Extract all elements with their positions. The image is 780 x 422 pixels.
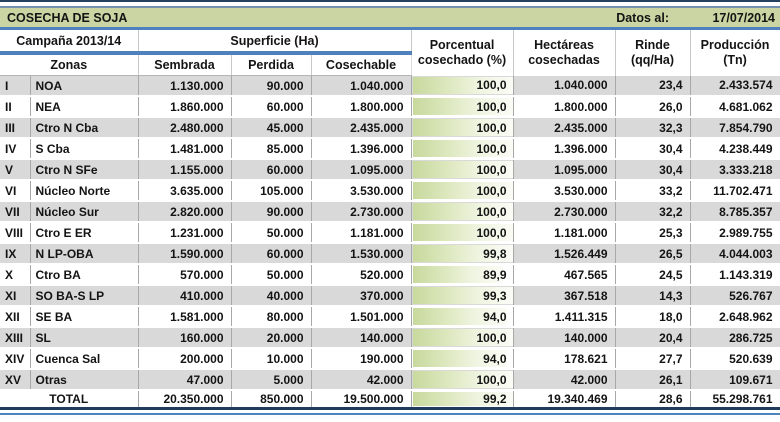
cell-rinde: 26,5 xyxy=(615,243,690,264)
header-perdida: Perdida xyxy=(231,53,311,76)
table-row xyxy=(0,222,780,243)
cell-cosechable: 1.800.000 xyxy=(311,96,411,117)
cell-pct xyxy=(411,96,513,117)
cell-hectareas: 1.040.000 xyxy=(513,76,615,97)
zone-name: Ctro N Cba xyxy=(30,117,138,138)
header-cosechable: Cosechable xyxy=(311,53,411,76)
cell-cosechable: 190.000 xyxy=(311,348,411,369)
total-produccion: 55.298.761 xyxy=(690,390,780,407)
zone-roman: IX xyxy=(0,243,30,264)
cell-rinde: 14,3 xyxy=(615,285,690,306)
pct-value: 99,8 xyxy=(483,246,507,261)
header-porcentual-line1: Porcentual xyxy=(429,37,495,52)
datos-al-label: Datos al: xyxy=(616,10,669,25)
cell-sembrada: 1.590.000 xyxy=(138,243,231,264)
table-header xyxy=(0,30,780,76)
cell-pct xyxy=(411,306,513,327)
cell-hectareas: 42.000 xyxy=(513,369,615,390)
zone-roman: VI xyxy=(0,180,30,201)
cell-produccion: 2.989.755 xyxy=(690,222,780,243)
cell-hectareas: 1.526.449 xyxy=(513,243,615,264)
table-row xyxy=(0,285,780,306)
cell-cosechable: 520.000 xyxy=(311,264,411,285)
zone-name: Cuenca Sal xyxy=(30,348,138,369)
header-rinde xyxy=(615,30,690,76)
cell-sembrada: 2.480.000 xyxy=(138,117,231,138)
zone-name: Núcleo Sur xyxy=(30,201,138,222)
header-superficie: Superficie (Ha) xyxy=(138,30,411,53)
cell-rinde: 18,0 xyxy=(615,306,690,327)
cell-pct xyxy=(411,285,513,306)
table-row xyxy=(0,306,780,327)
cell-produccion: 4.238.449 xyxy=(690,138,780,159)
cell-pct xyxy=(411,243,513,264)
cell-produccion: 3.333.218 xyxy=(690,159,780,180)
cell-produccion: 4.044.003 xyxy=(690,243,780,264)
pct-value: 100,0 xyxy=(476,162,507,177)
cell-perdida: 90.000 xyxy=(231,201,311,222)
cell-sembrada: 1.860.000 xyxy=(138,96,231,117)
cell-produccion: 2.433.574 xyxy=(690,76,780,97)
total-perdida: 850.000 xyxy=(231,390,311,407)
cell-perdida: 45.000 xyxy=(231,117,311,138)
cell-sembrada: 1.231.000 xyxy=(138,222,231,243)
total-label: TOTAL xyxy=(0,390,138,407)
total-rinde: 28,6 xyxy=(615,390,690,407)
zone-roman: III xyxy=(0,117,30,138)
pct-value: 94,0 xyxy=(483,351,507,366)
cell-rinde: 30,4 xyxy=(615,159,690,180)
total-row xyxy=(0,390,780,407)
cell-pct xyxy=(411,180,513,201)
cell-pct xyxy=(411,201,513,222)
zone-name: SE BA xyxy=(30,306,138,327)
pct-value: 89,9 xyxy=(483,267,507,282)
cell-sembrada: 47.000 xyxy=(138,369,231,390)
cell-produccion: 286.725 xyxy=(690,327,780,348)
cell-hectareas: 2.435.000 xyxy=(513,117,615,138)
cell-rinde: 26,1 xyxy=(615,369,690,390)
zone-roman: VIII xyxy=(0,222,30,243)
zone-roman: XIV xyxy=(0,348,30,369)
cell-sembrada: 1.130.000 xyxy=(138,76,231,97)
cell-perdida: 90.000 xyxy=(231,76,311,97)
zone-name: SL xyxy=(30,327,138,348)
cell-cosechable: 140.000 xyxy=(311,327,411,348)
cell-hectareas: 1.396.000 xyxy=(513,138,615,159)
cell-cosechable: 1.530.000 xyxy=(311,243,411,264)
cell-pct xyxy=(411,117,513,138)
cell-cosechable: 1.501.000 xyxy=(311,306,411,327)
header-hectareas-line1: Hectáreas xyxy=(534,37,594,52)
cell-cosechable: 1.095.000 xyxy=(311,159,411,180)
cell-hectareas: 1.181.000 xyxy=(513,222,615,243)
cell-rinde: 26,0 xyxy=(615,96,690,117)
zone-name: Núcleo Norte xyxy=(30,180,138,201)
cell-sembrada: 3.635.000 xyxy=(138,180,231,201)
cell-rinde: 27,7 xyxy=(615,348,690,369)
zone-roman: X xyxy=(0,264,30,285)
cell-cosechable: 2.435.000 xyxy=(311,117,411,138)
table-row xyxy=(0,159,780,180)
table-row xyxy=(0,117,780,138)
cell-rinde: 30,4 xyxy=(615,138,690,159)
zone-roman: V xyxy=(0,159,30,180)
cell-cosechable: 2.730.000 xyxy=(311,201,411,222)
zone-roman: XV xyxy=(0,369,30,390)
cell-sembrada: 1.155.000 xyxy=(138,159,231,180)
cell-pct xyxy=(411,369,513,390)
bottom-border-blue xyxy=(0,413,780,415)
cell-hectareas: 1.800.000 xyxy=(513,96,615,117)
header-produccion xyxy=(690,30,780,76)
header-zonas: Zonas xyxy=(0,53,138,76)
cell-rinde: 25,3 xyxy=(615,222,690,243)
zone-roman: XII xyxy=(0,306,30,327)
cell-produccion: 8.785.357 xyxy=(690,201,780,222)
zone-name: Otras xyxy=(30,369,138,390)
cell-sembrada: 1.581.000 xyxy=(138,306,231,327)
cell-perdida: 50.000 xyxy=(231,264,311,285)
header-produccion-line1: Producción xyxy=(700,37,770,52)
cell-cosechable: 370.000 xyxy=(311,285,411,306)
cell-produccion: 7.854.790 xyxy=(690,117,780,138)
title-bar xyxy=(0,8,780,30)
header-produccion-line2: (Tn) xyxy=(723,52,747,67)
cell-rinde: 20,4 xyxy=(615,327,690,348)
cell-produccion: 520.639 xyxy=(690,348,780,369)
cell-sembrada: 160.000 xyxy=(138,327,231,348)
cell-perdida: 85.000 xyxy=(231,138,311,159)
cell-pct xyxy=(411,327,513,348)
cell-perdida: 60.000 xyxy=(231,159,311,180)
cell-perdida: 20.000 xyxy=(231,327,311,348)
zone-name: S Cba xyxy=(30,138,138,159)
zone-roman: I xyxy=(0,76,30,97)
report-date: 17/07/2014 xyxy=(712,10,775,25)
cell-hectareas: 1.095.000 xyxy=(513,159,615,180)
zone-name: NOA xyxy=(30,76,138,97)
harvest-table xyxy=(0,30,780,407)
cell-perdida: 60.000 xyxy=(231,243,311,264)
cell-rinde: 33,2 xyxy=(615,180,690,201)
cell-produccion: 11.702.471 xyxy=(690,180,780,201)
cell-pct xyxy=(411,138,513,159)
zone-roman: II xyxy=(0,96,30,117)
cell-hectareas: 367.518 xyxy=(513,285,615,306)
cell-cosechable: 3.530.000 xyxy=(311,180,411,201)
pct-value: 99,2 xyxy=(483,392,507,406)
cell-sembrada: 200.000 xyxy=(138,348,231,369)
pct-value: 100,0 xyxy=(476,372,507,387)
zone-roman: XIII xyxy=(0,327,30,348)
total-cosechable: 19.500.000 xyxy=(311,390,411,407)
cell-hectareas: 178.621 xyxy=(513,348,615,369)
cell-produccion: 526.767 xyxy=(690,285,780,306)
cell-cosechable: 1.040.000 xyxy=(311,76,411,97)
cell-rinde: 32,3 xyxy=(615,117,690,138)
header-hectareas xyxy=(513,30,615,76)
pct-value: 100,0 xyxy=(476,183,507,198)
pct-value: 100,0 xyxy=(476,204,507,219)
header-rinde-line1: Rinde xyxy=(635,37,670,52)
header-rinde-line2: (qq/Ha) xyxy=(630,52,675,67)
header-row-groups xyxy=(0,30,780,53)
header-sembrada: Sembrada xyxy=(138,53,231,76)
cell-produccion: 1.143.319 xyxy=(690,264,780,285)
table-row xyxy=(0,96,780,117)
page-title: COSECHA DE SOJA xyxy=(7,10,128,25)
table-row xyxy=(0,327,780,348)
cell-perdida: 10.000 xyxy=(231,348,311,369)
cell-hectareas: 140.000 xyxy=(513,327,615,348)
cell-sembrada: 570.000 xyxy=(138,264,231,285)
zone-name: Ctro N SFe xyxy=(30,159,138,180)
table-row xyxy=(0,243,780,264)
cell-rinde: 32,2 xyxy=(615,201,690,222)
cell-rinde: 23,4 xyxy=(615,76,690,97)
pct-value: 100,0 xyxy=(476,330,507,345)
zone-name: N LP-OBA xyxy=(30,243,138,264)
cell-pct xyxy=(411,264,513,285)
pct-value: 100,0 xyxy=(476,78,507,93)
pct-value: 100,0 xyxy=(476,141,507,156)
cell-perdida: 60.000 xyxy=(231,96,311,117)
header-hectareas-line2: cosechadas xyxy=(528,52,600,67)
table-row xyxy=(0,348,780,369)
cell-cosechable: 42.000 xyxy=(311,369,411,390)
total-pct xyxy=(411,390,513,407)
cell-produccion: 109.671 xyxy=(690,369,780,390)
zone-name: Ctro BA xyxy=(30,264,138,285)
cell-hectareas: 3.530.000 xyxy=(513,180,615,201)
cell-cosechable: 1.396.000 xyxy=(311,138,411,159)
cell-perdida: 80.000 xyxy=(231,306,311,327)
cell-pct xyxy=(411,222,513,243)
cell-pct xyxy=(411,76,513,97)
cell-hectareas: 1.411.315 xyxy=(513,306,615,327)
table-row xyxy=(0,180,780,201)
header-porcentual xyxy=(411,30,513,76)
cell-hectareas: 2.730.000 xyxy=(513,201,615,222)
pct-value: 94,0 xyxy=(483,309,507,324)
cell-produccion: 2.648.962 xyxy=(690,306,780,327)
zone-roman: XI xyxy=(0,285,30,306)
cell-sembrada: 1.481.000 xyxy=(138,138,231,159)
cell-cosechable: 1.181.000 xyxy=(311,222,411,243)
cell-sembrada: 410.000 xyxy=(138,285,231,306)
cell-perdida: 5.000 xyxy=(231,369,311,390)
table-body xyxy=(0,76,780,408)
table-row xyxy=(0,138,780,159)
table-row xyxy=(0,76,780,97)
zone-roman: IV xyxy=(0,138,30,159)
pct-value: 100,0 xyxy=(476,99,507,114)
cell-perdida: 50.000 xyxy=(231,222,311,243)
zone-name: NEA xyxy=(30,96,138,117)
table-row xyxy=(0,369,780,390)
zone-name: SO BA-S LP xyxy=(30,285,138,306)
zone-name: Ctro E ER xyxy=(30,222,138,243)
cell-hectareas: 467.565 xyxy=(513,264,615,285)
cell-sembrada: 2.820.000 xyxy=(138,201,231,222)
zone-roman: VII xyxy=(0,201,30,222)
header-porcentual-line2: cosechado (%) xyxy=(417,52,507,67)
total-sembrada: 20.350.000 xyxy=(138,390,231,407)
cell-pct xyxy=(411,159,513,180)
total-hectareas: 19.340.469 xyxy=(513,390,615,407)
cell-produccion: 4.681.062 xyxy=(690,96,780,117)
cell-pct xyxy=(411,348,513,369)
table-row xyxy=(0,201,780,222)
cell-perdida: 105.000 xyxy=(231,180,311,201)
header-campana: Campaña 2013/14 xyxy=(0,30,138,53)
table-row xyxy=(0,264,780,285)
pct-value: 100,0 xyxy=(476,120,507,135)
pct-value: 99,3 xyxy=(483,288,507,303)
cell-perdida: 40.000 xyxy=(231,285,311,306)
cell-rinde: 24,5 xyxy=(615,264,690,285)
pct-value: 100,0 xyxy=(476,225,507,240)
